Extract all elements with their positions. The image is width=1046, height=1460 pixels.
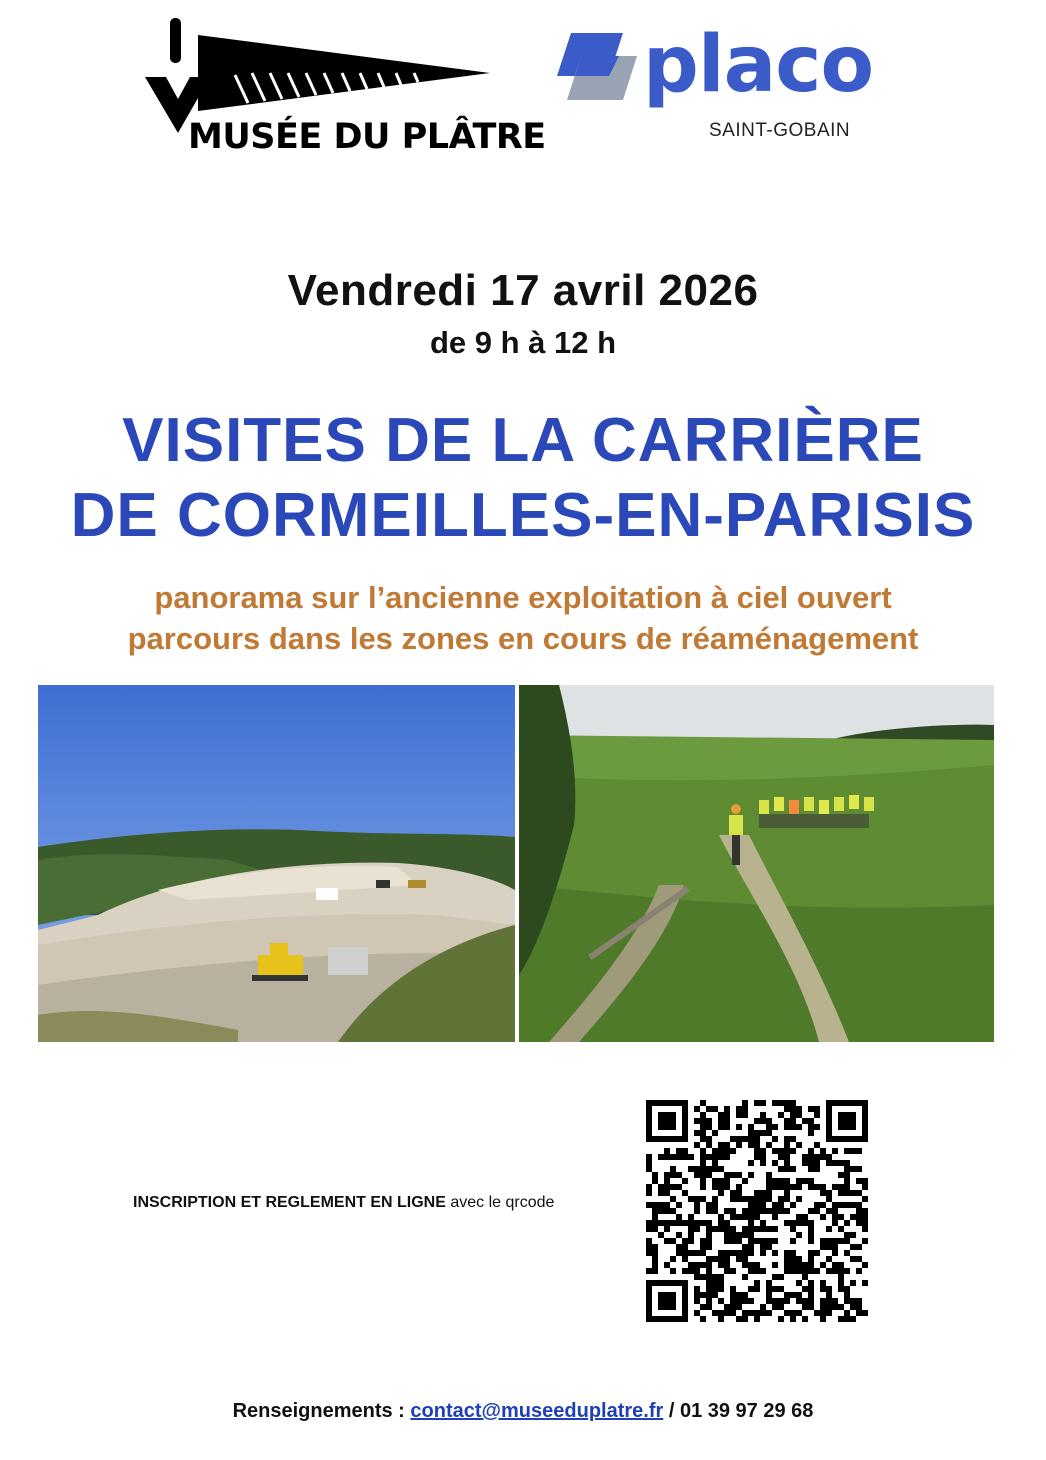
footer-label: Renseignements : [232,1400,411,1422]
qr-code-icon [646,1100,868,1322]
musee-du-platre-logo [140,15,546,160]
qr-code[interactable] [646,1100,868,1322]
event-date: Vendredi 17 avril 2026 [287,266,759,315]
footer-contact [0,1400,1046,1423]
event-title-line2: DE CORMEILLES-EN-PARISIS [70,481,976,550]
registration-note [133,1194,554,1212]
registration-bold: INSCRIPTION ET REGLEMENT EN LIGNE [133,1194,446,1211]
placo-wordmark: placo [643,20,874,110]
contact-email-link[interactable]: contact@museeduplatre.fr [410,1400,664,1422]
placo-logo [553,20,883,148]
placo-subtitle: SAINT-GOBAIN [709,120,851,141]
event-subtitle-line2: parcours dans les zones en cours de réaménagement [127,621,919,656]
event-time: de 9 h à 12 h [429,325,617,360]
quarry-photo [38,685,515,1042]
musee-logo-text: MUSÉE DU PLÂTRE [188,117,546,157]
placo-squares-icon [553,28,643,108]
registration-text: avec le qrcode [445,1194,555,1211]
footer-phone: / 01 39 97 29 68 [663,1400,814,1422]
event-title-line1: VISITES DE LA CARRIÈRE [122,406,924,475]
event-subtitle-line1: panorama sur l’ancienne exploitation à ciel ouvert [154,580,892,615]
meadow-visitors-photo [519,685,994,1042]
